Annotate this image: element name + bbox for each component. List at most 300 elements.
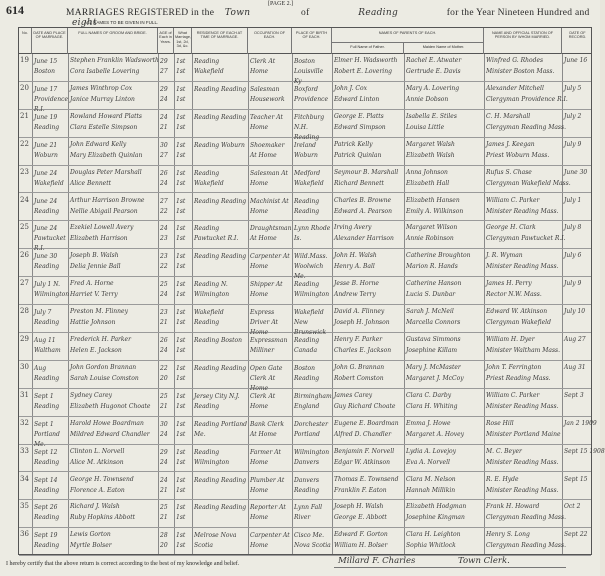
cell-father: Elmer H. Wadsworth: [334, 57, 398, 64]
col-age: AGE of Each in Years.: [158, 28, 174, 54]
year-prefix: for the Year Nineteen Hundred and: [446, 8, 590, 18]
cell-bride: Delia Jennie Ball: [70, 263, 121, 271]
cell-res: Wakefield Reading: [194, 309, 224, 327]
cell-birth: Dorchester Portland: [294, 420, 328, 438]
cell-father: John J. Cox: [334, 84, 367, 92]
cell-date: June 17 Providence R.I.: [34, 85, 68, 113]
cell-off2: Minister Portland Maine: [486, 430, 561, 438]
cell-occ: Express Driver At Home: [250, 309, 278, 337]
cell-off: J. R. Wyman: [486, 252, 523, 260]
cell-mother2: Louisa Little: [406, 123, 445, 131]
table-row: [19, 82, 591, 113]
cell-date: June 15 Boston: [34, 58, 58, 75]
cell-off: Henry S. Long: [486, 531, 530, 539]
cell-birth: Birmingham England: [294, 392, 332, 410]
clerk-signature: [338, 556, 510, 566]
cell-bride: Myrtle Bolser: [70, 542, 112, 550]
cell-off: Winfred G. Rhodes: [486, 57, 544, 64]
cell-bride: Ruby Hopkins Abbott: [70, 514, 136, 522]
town-name: Reading: [358, 8, 399, 18]
cell-mother: Anna Johnson: [406, 168, 448, 176]
cell-groom: Arthur Harrison Browne: [70, 196, 145, 204]
cell-birth: Boston Louisville Ky: [294, 58, 324, 85]
subnote: ALL NAMES TO BE GIVEN IN FULL.: [84, 20, 159, 25]
cell-no: 19: [20, 56, 29, 64]
table-row: [19, 445, 605, 473]
cell-off2: Priest Woburn Mass.: [486, 151, 550, 159]
table-row: [19, 500, 591, 528]
cell-off2: Minister Reading Mass.: [486, 458, 559, 466]
cell-date: Aug 11 Waltham: [34, 337, 61, 354]
cell-no: 21: [20, 111, 29, 120]
cell-which: 1st 1st: [176, 448, 186, 466]
cell-ages: 23 21: [160, 309, 168, 327]
cell-birth: Medford Wakefield: [294, 169, 324, 187]
cell-off: Frank H. Howard: [486, 503, 540, 511]
col-record: DATE OF RECORD.: [568, 31, 587, 40]
cell-mother: Lydia A. Lovejoy: [406, 447, 457, 455]
cell-occ: Shoemaker At Home: [250, 141, 285, 159]
signature-line: [334, 567, 566, 568]
cell-occ: Expressman Milliner: [250, 337, 288, 354]
cell-off: C. H. Marshall: [486, 112, 531, 120]
cell-res: Reading Reading: [194, 85, 247, 93]
table-row: [19, 138, 591, 166]
cell-res: Reading Reading: [194, 504, 247, 512]
cell-mother2: Annie Robinson: [406, 235, 454, 243]
certificate-text: I hereby certify that the above return is correct according to the best of my knowledge and belief.: [6, 561, 240, 567]
cell-mother: Elizabeth Hodgman: [406, 503, 467, 511]
cell-off2: Clergyman Providence R.I.: [486, 95, 568, 103]
cell-bride: Janice Murray Linton: [70, 95, 135, 103]
cell-rec: July 9: [564, 140, 582, 148]
cell-groom: James Winthrop Cox: [70, 84, 133, 92]
cell-bride: Hattie Johnson: [70, 319, 116, 327]
table-row: [19, 528, 591, 556]
cell-father2: Robert Comston: [334, 374, 384, 382]
cell-ages: 30 27: [160, 141, 168, 159]
cell-no: 34: [20, 474, 29, 483]
cell-date: June 24 Pawtucket R.I.: [34, 225, 66, 253]
cell-occ: Salesman Housework: [250, 85, 285, 103]
cell-ages: 23 22: [160, 253, 168, 271]
cell-off2: Clergyman Pawtucket R.I.: [486, 235, 566, 243]
cell-no: 28: [20, 307, 29, 316]
cell-no: 24: [20, 195, 29, 204]
table-row: [19, 166, 591, 194]
cell-date: Sept 12 Reading: [34, 448, 60, 466]
cell-which: 1st 1st: [176, 476, 186, 494]
cell-mother2: Annie Dobson: [406, 95, 449, 103]
cell-father2: Edward Simpson: [334, 123, 386, 131]
cell-which: 1st 1st: [176, 337, 186, 354]
cell-groom: Rowland Howard Platts: [70, 112, 142, 120]
cell-occ: Machinist At Home: [250, 197, 289, 215]
cell-father: Joseph H. Walsh: [334, 503, 384, 511]
cell-off: Rose Hill: [486, 419, 514, 427]
cell-father2: Guy Richard Choate: [334, 402, 396, 410]
cell-no: 30: [20, 362, 29, 371]
cell-rec: June 16: [564, 57, 588, 64]
cell-no: 29: [20, 335, 29, 343]
cell-birth: Wakefield New Brunswick: [294, 309, 327, 337]
cell-birth: Danvers Reading: [294, 476, 320, 494]
cell-birth: Boxford Providence: [294, 85, 328, 103]
cell-father: Charles B. Browne: [334, 196, 392, 204]
cell-father: Thomas E. Townsend: [334, 475, 399, 483]
cell-birth: Wilmington Danvers: [294, 448, 330, 466]
cell-groom: Frederick H. Parker: [70, 336, 131, 343]
cell-groom: Clinton L. Norvell: [70, 447, 125, 455]
cell-no: 32: [20, 418, 29, 427]
cell-birth: Reading Canada: [294, 337, 320, 354]
cell-father2: Patrick Quinlan: [334, 151, 382, 159]
cell-date: June 30 Reading: [34, 253, 60, 271]
cell-no: 27: [20, 279, 29, 288]
col-no: No.: [19, 28, 32, 54]
cell-father: George E. Platts: [334, 112, 384, 120]
page-number: 614: [6, 3, 24, 17]
cell-which: 1st 1st: [176, 197, 186, 215]
cell-date: June 19 Reading: [34, 113, 60, 131]
cell-rec: Sept 22: [564, 531, 588, 539]
cell-father: Benjamin F. Norvell: [334, 447, 395, 455]
cell-bride: Nellie Abigail Pearson: [70, 207, 138, 215]
cell-ages: 22 20: [160, 364, 168, 382]
cell-res: Melrose Nova Scotia: [194, 532, 237, 550]
table-row: [19, 389, 591, 417]
cell-which: 1st 1st: [176, 113, 186, 131]
cell-which: 1st 1st: [176, 85, 186, 103]
cell-off: James H. Perry: [486, 280, 532, 288]
cell-ages: 29 27: [160, 58, 168, 75]
cell-rec: Jan 2 1909: [564, 419, 597, 427]
cell-birth: Lynn Rhode Is.: [294, 225, 331, 243]
table-row: [19, 54, 591, 85]
cell-which: 1st 1st: [176, 225, 186, 243]
cell-father: Henry F. Parker: [334, 336, 383, 343]
cell-no: 25: [20, 223, 29, 232]
cell-date: Sept 26 Reading: [34, 504, 60, 522]
cell-rec: Aug 27: [564, 336, 586, 343]
col-names: FULL NAMES OF GROOM AND BRIDE.: [68, 28, 158, 54]
cell-father: Jesse B. Horne: [334, 280, 379, 288]
cell-mother: Emma J. Howe: [406, 419, 451, 427]
cell-bride: Alice M. Atkinson: [70, 458, 124, 466]
cell-groom: John Edward Kelly: [70, 140, 127, 148]
cell-off2: Minister Reading Mass.: [486, 263, 559, 271]
cell-off2: Clergyman Reading Mass.: [486, 542, 567, 550]
table-row: [19, 110, 591, 141]
cell-rec: Aug 31: [564, 363, 586, 371]
cell-date: Sept 19 Reading: [34, 532, 60, 550]
cell-birth: Reading Wilmington: [294, 281, 330, 299]
table-row: [19, 417, 597, 448]
cell-rec: July 10: [564, 308, 586, 316]
cell-groom: Ezekiel Lowell Avery: [70, 224, 134, 232]
cell-res: Reading Wilmington: [194, 448, 230, 466]
cell-groom: Lewis Gorton: [70, 531, 111, 539]
cell-father: Edward F. Gorton: [334, 531, 388, 539]
cell-date: June 24 Reading: [34, 197, 60, 215]
cell-which: 1st 1st: [176, 504, 186, 522]
cell-no: 35: [20, 502, 29, 511]
cell-rec: July 8: [564, 224, 582, 232]
cell-no: 23: [20, 167, 29, 176]
cell-off: William C. Parker: [486, 196, 540, 204]
cell-bride: Mildred Edward Chandler: [70, 430, 150, 438]
cell-no: 26: [20, 251, 29, 260]
cell-groom: Preston M. Flinney: [70, 308, 128, 316]
cell-ages: 24 23: [160, 225, 168, 243]
table-row: [19, 473, 591, 501]
cell-off: James J. Keegan: [486, 140, 535, 148]
cell-father2: Andrew Terry: [334, 291, 376, 299]
cell-off2: Minister Reading Mass.: [486, 402, 559, 410]
cell-birth: Ireland Woburn: [294, 141, 318, 159]
cell-which: 1st 1st: [176, 420, 186, 438]
cell-groom: George H. Townsend: [70, 475, 134, 483]
cell-ages: 26 24: [160, 169, 168, 187]
cell-bride: Harriet V. Terry: [70, 291, 118, 299]
cell-father2: Edgar W. Atkinson: [334, 458, 390, 466]
cell-res: Reading Wakefield: [194, 169, 224, 187]
cell-rec: June 30: [564, 168, 588, 176]
register-title: [66, 8, 600, 28]
table-row: [19, 305, 591, 337]
cell-res: Reading Reading: [194, 364, 247, 372]
cell-occ: Carpenter At Home: [250, 532, 290, 550]
cell-mother: Clara C. Darby: [406, 391, 452, 399]
cell-off: Edward W. Atkinson: [486, 308, 548, 316]
cell-no: 36: [20, 530, 29, 539]
cell-groom: Fred A. Horne: [70, 280, 114, 288]
cell-which: 1st 1st: [176, 58, 186, 75]
cell-no: 22: [20, 139, 29, 148]
cell-birth: Reading Reading: [294, 197, 320, 215]
cell-mother2: Clara H. Whiting: [406, 402, 458, 410]
cell-bride: Sarah Louise Comston: [70, 374, 139, 382]
cell-occ: Bank Clerk At Home: [250, 420, 284, 438]
table-row: [19, 333, 591, 361]
cell-date: July 7 Reading: [34, 309, 60, 327]
cell-off: William H. Dyer: [486, 336, 535, 343]
cell-birth: Cisco Me. Nova Scotia: [294, 532, 331, 550]
cell-mother2: Margaret J. McCoy: [406, 374, 464, 382]
cell-ages: 24 21: [160, 113, 168, 131]
cell-rec: July 1: [564, 196, 582, 204]
cell-groom: Harold Howe Boardman: [70, 419, 144, 427]
cell-rec: July 5: [564, 84, 582, 92]
page-label: [PAGE 2.]: [268, 1, 294, 7]
cell-off2: Priest Reading Mass.: [486, 374, 551, 382]
cell-groom: Joseph B. Walsh: [70, 252, 119, 260]
register-table: [18, 27, 605, 555]
cell-which: 1st 1st: [176, 392, 186, 410]
col-birthplace: PLACE OF BIRTH OF EACH.: [292, 28, 332, 54]
cell-ages: 25 21: [160, 392, 168, 410]
cell-res: Reading Pawtucket R.I.: [194, 225, 239, 243]
cell-mother: Elizabeth Hansen: [406, 196, 460, 204]
cell-date: June 24 Wakefield: [34, 169, 64, 187]
cell-mother2: Eva A. Norvell: [406, 458, 450, 466]
cell-ages: 29 24: [160, 448, 168, 466]
cell-groom: Stephen Franklin Wadsworth: [70, 57, 159, 64]
cell-date: July 1 N. Wilmington: [34, 281, 70, 299]
cell-father: David A. Flinney: [334, 308, 385, 316]
cell-rec: Sept 15 1908: [564, 447, 605, 455]
cell-off: John T. Ferrington: [486, 363, 542, 371]
cell-mother2: Josephine Kingman: [406, 514, 465, 522]
cell-mother: Catherine Hanson: [406, 280, 462, 288]
of-word: of: [301, 8, 310, 18]
cell-mother: Gustava Simmons: [406, 336, 461, 343]
cell-mother2: Margaret A. Hovey: [406, 430, 465, 438]
cell-rec: Sept 15: [564, 475, 588, 483]
cell-bride: Elizabeth Hugonot Choate: [70, 402, 151, 410]
cell-father: John G. Brannan: [334, 363, 385, 371]
cell-birth: Wild.Mass. Woolwich Me.: [294, 253, 328, 281]
cell-father: Seymour B. Marshall: [334, 168, 399, 176]
cell-father2: Henry A. Ball: [334, 263, 375, 271]
cell-occ: Plumber At Home: [250, 476, 285, 494]
cell-occ: Reporter At Home: [250, 504, 286, 522]
cell-off: George H. Clark: [486, 224, 536, 232]
cell-mother: Clara M. Nelson: [406, 475, 456, 483]
table-row: [19, 277, 591, 305]
cell-date: Sept 1 Reading: [34, 392, 60, 410]
table-row: [19, 361, 591, 392]
cell-father2: Franklin F. Eaton: [334, 486, 387, 494]
col-which: What Marriage, 1st, 2d, 3d, &c.: [174, 28, 192, 54]
cell-ages: 24 21: [160, 476, 168, 494]
cell-date: Sept 14 Reading: [34, 476, 60, 494]
cell-mother2: Marion R. Hands: [406, 263, 458, 271]
cell-ages: 27 22: [160, 197, 168, 215]
cell-rec: July 9: [564, 280, 582, 288]
cell-mother2: Elizabeth Hall: [406, 179, 450, 187]
cell-rec: Sept 3: [564, 391, 584, 399]
cell-father2: William H. Bolser: [334, 542, 388, 550]
cell-father2: Alexander Harrison: [334, 235, 394, 243]
cell-mother: Mary A. Lovering: [406, 84, 460, 92]
cell-occ: Open Gate Clerk At Home: [250, 364, 283, 392]
cell-off2: Rector N.W. Mass.: [486, 291, 542, 299]
cell-mother: Catherine Broughton: [406, 252, 471, 260]
cell-rec: Oct 2: [564, 503, 581, 511]
cell-res: Reading N. Wilmington: [194, 281, 230, 299]
cell-occ: Teacher At Home: [250, 113, 283, 131]
cell-which: 1st 1st: [176, 309, 186, 327]
cell-occ: Clerk At Home: [250, 58, 276, 75]
cell-groom: Sydney Carey: [70, 391, 113, 399]
cell-father: John H. Walsh: [334, 252, 377, 260]
cell-off2: Minister Waltham Mass.: [486, 347, 561, 354]
cell-mother: Rachel E. Atwater: [406, 57, 462, 64]
table-header: [19, 28, 591, 54]
cell-mother: Margaret Wilson: [406, 224, 458, 232]
title-prefix: MARRIAGES REGISTERED in the: [66, 8, 215, 18]
col-mother: Maiden Name of Mother.: [404, 42, 484, 54]
cell-father: Eugene E. Boardman: [334, 419, 399, 427]
cell-occ: Salesman At Home: [250, 169, 288, 187]
cell-birth: Boston Reading: [294, 364, 320, 382]
cell-res: Reading Reading: [194, 476, 247, 484]
cell-father2: Charles E. Jackson: [334, 347, 392, 354]
cell-mother: Sarah J. McNeil: [406, 308, 454, 316]
cell-father2: George E. Abbott: [334, 514, 387, 522]
cell-which: 1st 1st: [176, 281, 186, 299]
cell-occ: Draughtsman At Home: [250, 225, 292, 243]
cell-bride: Elizabeth Harrison: [70, 235, 128, 243]
cell-father2: Joseph H. Johnson: [334, 319, 390, 327]
cell-groom: John Gordon Brannan: [70, 363, 137, 371]
cell-mother: Margaret Walsh: [406, 140, 455, 148]
cell-birth: Fitchburg N.H. Reading: [294, 113, 325, 141]
cell-off2: Minister Reading Mass.: [486, 207, 559, 215]
cell-no: 33: [20, 446, 29, 455]
cell-rec: July 6: [564, 252, 582, 260]
cell-off2: Minister Reading Mass.: [486, 486, 559, 494]
cell-mother2: Sophia Whitlock: [406, 542, 456, 550]
cell-off: M. C. Beyer: [486, 447, 522, 455]
cell-father: Patrick Kelly: [334, 140, 373, 148]
cell-date: Sept 1 Portland Me.: [34, 420, 60, 448]
cell-mother2: Josephine Killam: [406, 347, 458, 354]
cell-occ: Carpenter At Home: [250, 253, 290, 271]
cell-mother: Isabella E. Stiles: [406, 112, 457, 120]
cell-father2: Edward Linton: [334, 95, 380, 103]
cell-no: 31: [20, 390, 29, 399]
cell-bride: Helen E. Jackson: [70, 347, 122, 354]
col-occupation: OCCUPATION OF EACH.: [248, 28, 292, 54]
cell-mother: Clara H. Leighton: [406, 531, 461, 539]
cell-which: 1st 1st: [176, 364, 186, 382]
cell-groom: Douglas Peter Marshall: [70, 168, 142, 176]
cell-off: William C. Parker: [486, 391, 540, 399]
cell-ages: 29 24: [160, 85, 168, 103]
cell-no: 20: [20, 83, 29, 92]
cell-which: 1st 1st: [176, 532, 186, 550]
cell-mother: Mary J. McMaster: [406, 363, 461, 371]
cell-groom: Richard J. Walsh: [70, 503, 120, 511]
cell-res: Reading Reading: [194, 197, 247, 205]
cell-ages: 28 20: [160, 532, 168, 550]
col-father: Full Name of Father.: [332, 42, 404, 54]
town-type: Town: [224, 8, 251, 18]
cell-rec: July 2: [564, 112, 582, 120]
cell-mother2: Elizabeth Walsh: [406, 151, 455, 159]
cell-father2: Robert E. Lovering: [334, 68, 392, 75]
cell-occ: Farmer At Home: [250, 448, 281, 466]
cell-res: Reading Boston: [194, 337, 243, 344]
cell-ages: 30 24: [160, 420, 168, 438]
cell-mother2: Gertrude E. Davis: [406, 68, 461, 75]
cell-occ: Shipper At Home: [250, 281, 283, 299]
cell-mother2: Marcella Connors: [406, 319, 461, 327]
cell-res: Reading Wakefield: [194, 58, 224, 75]
cell-res: Jersey City N.J. Reading: [194, 392, 240, 410]
cell-which: 1st 1st: [176, 141, 186, 159]
cell-off2: Clergyman Wakefield: [486, 319, 551, 327]
cell-which: 1st 1st: [176, 169, 186, 187]
cell-mother2: Hannah Millikin: [406, 486, 456, 494]
year-suffix: eight: [72, 18, 97, 28]
cell-father2: Edward A. Pearson: [334, 207, 393, 215]
col-date: DATE AND PLACE OF MARRIAGE.: [32, 28, 68, 54]
cell-birth: Lynn Fall River: [294, 504, 323, 522]
cell-res: Reading Reading: [194, 253, 247, 261]
